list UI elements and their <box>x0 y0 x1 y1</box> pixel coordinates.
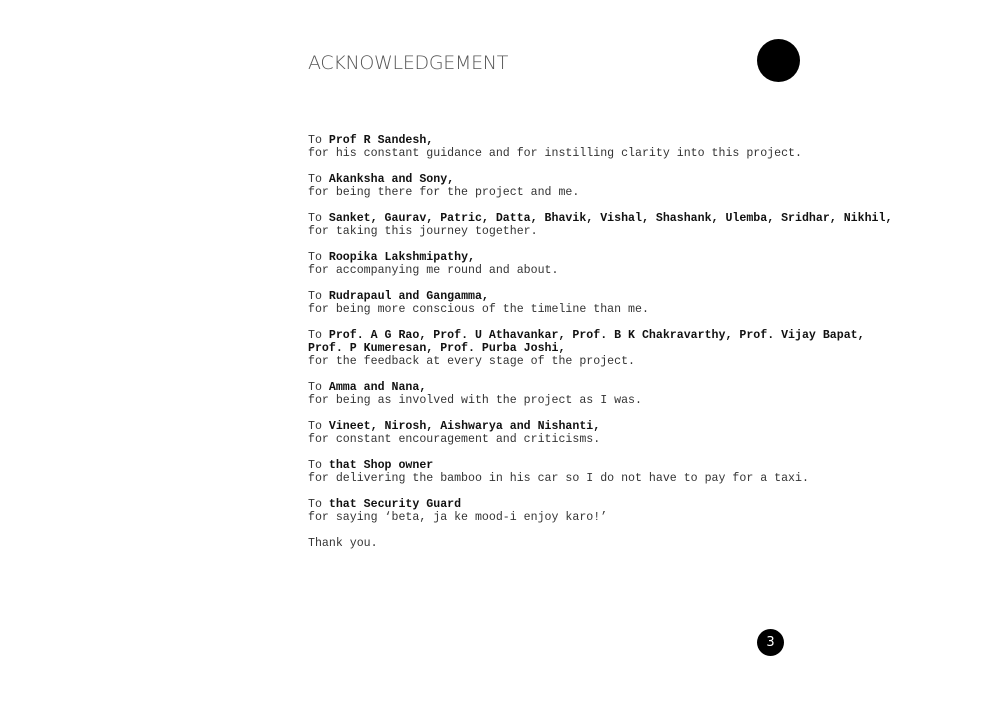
entry-names: Amma and Nana, <box>328 381 427 394</box>
entry-names: that Shop owner <box>328 459 434 472</box>
acknowledgement-entry <box>308 329 928 368</box>
acknowledgement-entry <box>308 134 928 160</box>
entry-reason: for delivering the bamboo in his car so I do not have to pay for a taxi. <box>308 472 809 485</box>
entry-names: Prof. A G Rao, Prof. U Athavankar, Prof. B K Chakravarthy, Prof. Vijay Bapat, <box>328 329 865 342</box>
entry-reason: for constant encouragement and criticisms. <box>308 433 601 446</box>
entry-prefix: To <box>308 381 329 394</box>
acknowledgement-entry <box>308 498 928 524</box>
page-number-badge: 3 <box>757 629 784 656</box>
entry-names: Roopika Lakshmipathy, <box>328 251 475 264</box>
entry-names: Vineet, Nirosh, Aishwarya and Nishanti, <box>328 420 601 433</box>
acknowledgement-body <box>308 134 928 550</box>
entry-reason: for being there for the project and me. <box>308 186 580 199</box>
acknowledgement-entry <box>308 212 928 238</box>
entry-reason: for accompanying me round and about. <box>308 264 559 277</box>
page-title: ACKNOWLEDGEMENT <box>308 52 509 74</box>
entry-names: Rudrapaul and Gangamma, <box>328 290 489 303</box>
entry-prefix: To <box>308 329 329 342</box>
closing-text: Thank you. <box>308 537 378 550</box>
acknowledgement-entry <box>308 290 928 316</box>
entry-prefix: To <box>308 290 329 303</box>
entry-reason: for saying ‘beta, ja ke mood-i enjoy karo!’ <box>308 511 608 524</box>
acknowledgement-entry <box>308 459 928 485</box>
entry-names: Sanket, Gaurav, Patric, Datta, Bhavik, Vishal, Shashank, Ulemba, Sridhar, Nikhil, <box>328 212 893 225</box>
entry-prefix: To <box>308 420 329 433</box>
entry-prefix: To <box>308 173 329 186</box>
entry-names: Prof R Sandesh, <box>328 134 434 147</box>
entry-names: Akanksha and Sony, <box>328 173 455 186</box>
entry-reason: for being more conscious of the timeline than me. <box>308 303 649 316</box>
acknowledgement-entry <box>308 173 928 199</box>
acknowledgement-entry <box>308 420 928 446</box>
entry-prefix: To <box>308 459 329 472</box>
decorative-circle <box>757 39 800 82</box>
entry-names: that Security Guard <box>328 498 462 511</box>
entry-reason: for the feedback at every stage of the project. <box>308 355 635 368</box>
entry-prefix: To <box>308 134 329 147</box>
entry-prefix: To <box>308 251 329 264</box>
entry-prefix: To <box>308 212 329 225</box>
entry-reason: for taking this journey together. <box>308 225 538 238</box>
acknowledgement-entry <box>308 251 928 277</box>
entry-reason: for being as involved with the project as I was. <box>308 394 642 407</box>
entry-prefix: To <box>308 498 329 511</box>
entry-reason: for his constant guidance and for instilling clarity into this project. <box>308 147 802 160</box>
acknowledgement-entry <box>308 381 928 407</box>
entry-names-continued: Prof. P Kumeresan, Prof. Purba Joshi, <box>308 342 566 355</box>
